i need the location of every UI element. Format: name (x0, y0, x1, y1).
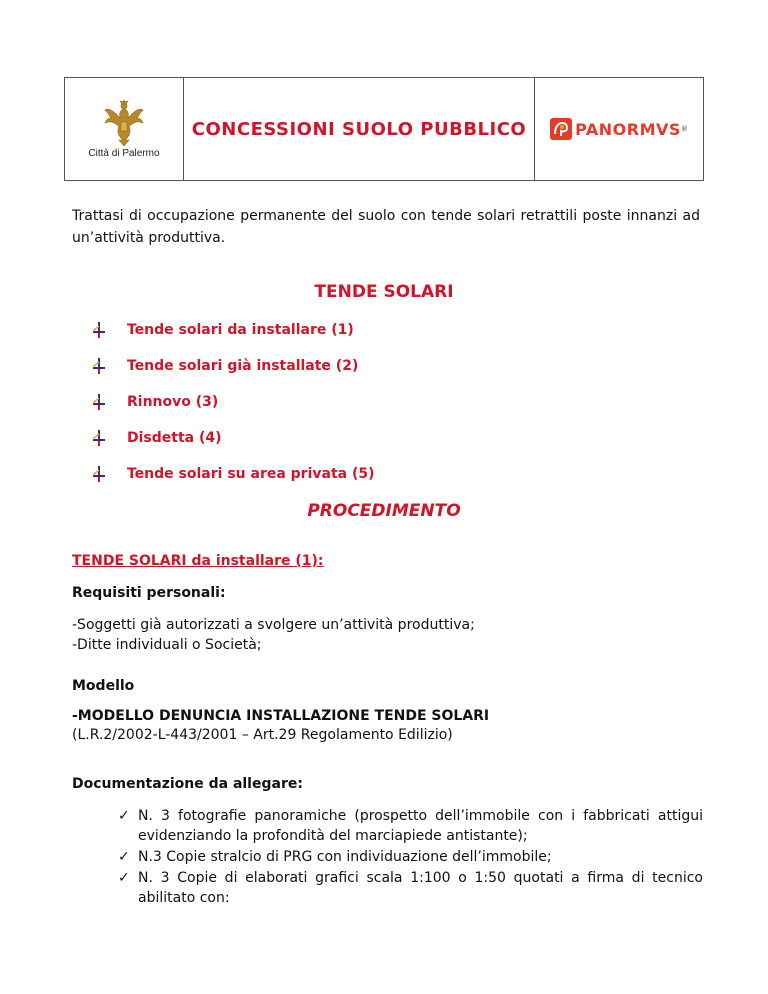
list-item-label: Tende solari già installate (2) (127, 358, 359, 374)
list-item[interactable] (91, 312, 375, 348)
documentazione-item: N. 3 fotografie panoramiche (prospetto dell’immobile con i fabbricati attigui evidenziando la profondità del marciapiede antistante); (138, 808, 703, 844)
tende-da-installare-link[interactable]: TENDE SOLARI da installare (1): (72, 553, 324, 569)
documentazione-list (118, 806, 703, 909)
city-logo-cell (65, 78, 184, 180)
tende-solari-heading: TENDE SOLARI (314, 282, 454, 302)
city-logo-caption: Città di Palermo (88, 147, 160, 159)
modello-reference: (L.R.2/2002-L-443/2001 – Art.29 Regolamento Edilizio) (72, 727, 453, 743)
procedimento-heading: PROCEDIMENTO (307, 501, 461, 521)
list-item-label: Tende solari da installare (1) (127, 322, 354, 338)
header-title-cell (184, 78, 535, 180)
eagle-crest-icon (102, 100, 146, 146)
requisiti-line: -Ditte individuali o Società; (72, 637, 262, 653)
header-title: CONCESSIONI SUOLO PUBBLICO (191, 118, 527, 140)
list-item (118, 847, 703, 867)
list-item-label: Rinnovo (3) (127, 394, 219, 410)
checkmark-icon: ✓ (118, 870, 130, 886)
panormus-logo (550, 118, 688, 140)
tende-solari-list (91, 312, 375, 492)
list-item[interactable] (91, 348, 375, 384)
arrow-bullet-icon (91, 358, 107, 374)
document-header (64, 77, 704, 181)
checkmark-icon: ✓ (118, 849, 130, 865)
checkmark-icon: ✓ (118, 808, 130, 824)
documentazione-label: Documentazione da allegare: (72, 776, 303, 792)
arrow-bullet-icon (91, 430, 107, 446)
list-item[interactable] (91, 456, 375, 492)
requisiti-label: Requisiti personali: (72, 585, 226, 601)
documentazione-item: N.3 Copie stralcio di PRG con individuazione dell’immobile; (138, 849, 552, 865)
list-item[interactable] (91, 420, 375, 456)
registered-mark-icon: ® (680, 125, 688, 133)
panormus-wordmark: PANORMVS (575, 119, 681, 139)
list-item[interactable] (91, 384, 375, 420)
arrow-bullet-icon (91, 322, 107, 338)
arrow-bullet-icon (91, 394, 107, 410)
intro-paragraph: Trattasi di occupazione permanente del suolo con tende solari retrattili poste innanzi ad un’attività produttiva. (72, 208, 700, 246)
list-item (118, 868, 703, 908)
modello-name: -MODELLO DENUNCIA INSTALLAZIONE TENDE SOLARI (72, 708, 490, 724)
documentazione-item: N. 3 Copie di elaborati grafici scala 1:100 o 1:50 quotati a firma di tecnico abilitato con: (138, 870, 703, 906)
modello-label: Modello (72, 678, 135, 694)
arrow-bullet-icon (91, 466, 107, 482)
list-item (118, 806, 703, 846)
list-item-label: Disdetta (4) (127, 430, 222, 446)
requisiti-line: -Soggetti già autorizzati a svolgere un’attività produttiva; (72, 617, 475, 633)
panormus-logo-cell (535, 78, 703, 180)
panormus-emblem-icon (550, 118, 572, 140)
list-item-label: Tende solari su area privata (5) (127, 466, 375, 482)
